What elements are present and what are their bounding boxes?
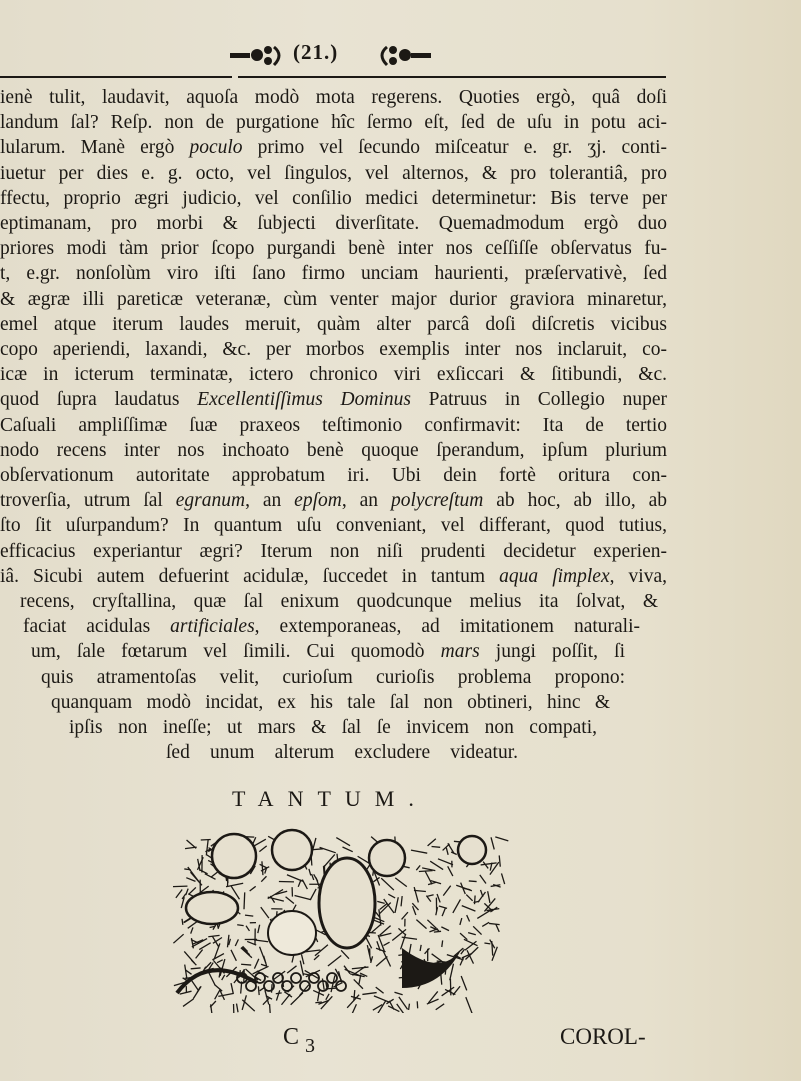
woodcut-stroke [286, 897, 294, 904]
text-line [0, 488, 667, 513]
woodcut-stroke [196, 950, 203, 959]
woodcut-stroke [327, 973, 337, 983]
text-run: jungi poſſit, ſi [479, 641, 626, 663]
woodcut-stroke [450, 964, 454, 981]
woodcut-stroke [480, 875, 486, 884]
woodcut-stroke [336, 838, 350, 846]
woodcut-stroke [384, 899, 394, 913]
text-run: & ægræ illi pareticæ veteranæ, cùm venter major durior graviora minaretur, [0, 288, 667, 310]
text-run: efficacius experiantur ægri? Iterum non niſi prudenti decidetur experien- [0, 540, 667, 562]
woodcut-stroke [254, 940, 268, 942]
text-run: Patruus in Collegio nuper [410, 389, 667, 411]
text-line [0, 135, 667, 160]
woodcut-stroke [458, 836, 486, 864]
woodcut-stroke [301, 954, 303, 964]
text-run: quis atramentoſas velit, curioſum curioſis problema propono: [41, 666, 625, 688]
woodcut-stroke [186, 878, 195, 882]
text-run: eptimanam, pro morbi & ſubjecti diverſitate. Quemadmodum ergò duo [0, 213, 667, 234]
woodcut-stroke [501, 873, 504, 884]
text-run: ſed unum alterum excludere videatur. [166, 742, 518, 764]
woodcut-stroke [488, 891, 490, 903]
woodcut-stroke [287, 966, 296, 973]
text-line [0, 211, 667, 236]
woodcut-stroke [272, 984, 273, 992]
woodcut-stroke [425, 871, 432, 884]
woodcut-stroke [218, 993, 233, 996]
woodcut-stroke [259, 846, 266, 852]
woodcut-stroke [399, 997, 408, 1009]
woodcut-stroke [354, 979, 363, 988]
woodcut-stroke [499, 855, 500, 866]
text-run: obſervationum autoritate approbatum iri. Ubi dein fortè oritura con- [0, 465, 667, 486]
woodcut-stroke [242, 947, 250, 955]
woodcut-stroke [235, 939, 238, 946]
woodcut-stroke [276, 990, 279, 1000]
woodcut-stroke [461, 976, 467, 990]
header-rule [0, 76, 232, 78]
italic-term: artificiales [170, 616, 255, 638]
woodcut-stroke [416, 865, 420, 870]
woodcut-stroke [217, 960, 223, 963]
fleuron-left-icon [230, 44, 288, 68]
woodcut-stroke [362, 993, 376, 995]
text-run: ipſis non ineſſe; ut mars & ſal ſe invicem non compati, [69, 717, 597, 738]
finis-heading: TANTUM. [232, 786, 428, 811]
italic-term: epſom [294, 490, 342, 512]
woodcut-stroke [186, 892, 238, 924]
woodcut-stroke [215, 989, 221, 999]
woodcut-stroke [237, 925, 243, 926]
woodcut-stroke [381, 878, 394, 890]
woodcut-stroke [402, 912, 408, 919]
woodcut-stroke [231, 950, 236, 961]
woodcut-stroke [409, 1004, 410, 1010]
woodcut-stroke [227, 935, 228, 947]
woodcut-stroke [462, 906, 476, 911]
text-run: landum ſal? Reſp. non de purgatione hîc ſermo eſt, ſed de uſu in potu aci- [0, 112, 667, 134]
text-run: iâ. Sicubi autem defuerint acidulæ, ſuccedet in tantum [0, 565, 500, 587]
woodcut-stroke [190, 872, 202, 885]
woodcut-fruit-ornament-icon [172, 828, 522, 1013]
woodcut-stroke [264, 956, 267, 966]
woodcut-stroke [206, 840, 208, 856]
text-run: recens, cryſtallina, quæ ſal enixum quodcunque melius ita ſolvat, & [20, 591, 658, 612]
text-run: faciat acidulas [23, 616, 171, 638]
text-line [20, 589, 658, 614]
text-line [0, 387, 667, 412]
text-line [41, 665, 625, 690]
italic-term: egranum [175, 490, 246, 512]
text-line [69, 715, 597, 740]
text-line [0, 186, 667, 211]
woodcut-stroke [443, 844, 450, 850]
woodcut-stroke [318, 989, 320, 1001]
woodcut-stroke [258, 925, 260, 933]
woodcut-stroke [376, 956, 387, 966]
signature-mark [283, 1024, 316, 1057]
woodcut-stroke [467, 915, 470, 921]
woodcut-stroke [268, 911, 316, 955]
woodcut-stroke [191, 927, 193, 933]
woodcut-stroke [427, 999, 439, 1004]
woodcut-stroke [185, 847, 197, 849]
woodcut-stroke [468, 933, 476, 935]
woodcut-stroke [491, 837, 494, 849]
woodcut-stroke [420, 945, 421, 951]
woodcut-stroke [442, 940, 443, 947]
woodcut-stroke [495, 837, 508, 841]
text-line [0, 413, 667, 438]
woodcut-stroke [492, 941, 493, 956]
woodcut-stroke [369, 840, 405, 876]
woodcut-stroke [191, 960, 196, 965]
woodcut-stroke [186, 889, 188, 895]
woodcut-stroke [270, 1004, 271, 1013]
text-run: priores modi tàm prior ſcopo purgandi benè inter nos ceſſiſſe obſervatus fu- [0, 238, 667, 260]
woodcut-stroke [315, 1002, 321, 1003]
italic-term: mars [440, 641, 480, 663]
text-line [0, 312, 667, 337]
woodcut-stroke [320, 847, 336, 852]
woodcut-stroke [341, 950, 349, 958]
woodcut-stroke [281, 994, 290, 1005]
italic-term: aqua ſimplex [499, 565, 610, 587]
woodcut-stroke [367, 945, 371, 962]
woodcut-stroke [241, 964, 251, 965]
signature-letter: C [283, 1024, 300, 1050]
woodcut-stroke [453, 899, 461, 913]
text-line [0, 362, 667, 387]
woodcut-stroke [434, 931, 441, 932]
woodcut-stroke [250, 886, 256, 891]
page-number: (21.) [293, 40, 339, 64]
woodcut-stroke [212, 834, 256, 878]
text-run: ſto ſit uſurpandum? In quantum uſu conveniant, vel differant, quod tutius, [0, 515, 667, 537]
italic-term: polycreſtum [390, 490, 484, 512]
woodcut-stroke [442, 908, 445, 916]
text-line [0, 287, 667, 312]
woodcut-stroke [261, 876, 266, 881]
woodcut-stroke [316, 878, 319, 888]
woodcut-stroke [388, 894, 395, 898]
woodcut-stroke [401, 934, 406, 950]
woodcut-stroke [291, 973, 301, 983]
woodcut-stroke [209, 973, 215, 985]
woodcut-stroke [222, 975, 225, 980]
woodcut-stroke [446, 848, 448, 855]
woodcut-stroke [319, 858, 375, 948]
woodcut-stroke [199, 943, 210, 950]
woodcut-stroke [309, 869, 311, 876]
text-line [31, 639, 625, 664]
woodcut-stroke [371, 956, 373, 963]
text-run: , extemporaneas, ad imitationem naturali- [254, 616, 641, 638]
woodcut-stroke [441, 927, 449, 931]
woodcut-stroke [258, 986, 259, 995]
woodcut-stroke [489, 923, 500, 924]
woodcut-stroke [432, 846, 441, 847]
text-run: , an [341, 490, 391, 512]
text-run: Caſuali ampliſſimæ ſuæ praxeos teſtimonio confirmavit: Ita de tertio [0, 414, 667, 436]
woodcut-stroke [189, 887, 196, 894]
woodcut-stroke [473, 926, 481, 934]
text-run: ab hoc, ab illo, ab [483, 490, 668, 512]
text-line [0, 85, 667, 110]
woodcut-stroke [295, 896, 312, 900]
woodcut-stroke [276, 993, 282, 994]
text-line [0, 513, 667, 538]
text-line [51, 690, 610, 715]
woodcut-stroke [310, 889, 316, 900]
woodcut-stroke [244, 892, 245, 909]
woodcut-stroke [287, 875, 303, 882]
woodcut-stroke [246, 926, 249, 931]
woodcut-stroke [253, 839, 265, 846]
text-run: primo vel ſecundo miſceatur e. gr. ʒj. conti- [242, 137, 667, 159]
woodcut-stroke [448, 866, 453, 876]
woodcut-stroke [350, 1004, 357, 1013]
woodcut-stroke [208, 935, 219, 936]
woodcut-stroke [427, 895, 434, 897]
woodcut-stroke [419, 871, 433, 872]
text-run: ffectu, proprio ægri judicio, vel conſilio medici determinetur: Bis terve per [0, 187, 667, 209]
fleuron-right-icon [375, 44, 433, 68]
woodcut-stroke [371, 925, 380, 933]
woodcut-stroke [262, 861, 263, 875]
text-line [0, 438, 667, 463]
woodcut-stroke [191, 968, 201, 969]
running-header [230, 40, 430, 68]
woodcut-stroke [376, 987, 384, 993]
text-run: lularum. Manè ergò [0, 137, 190, 159]
woodcut-stroke [437, 894, 440, 902]
woodcut-stroke [214, 985, 222, 992]
woodcut-stroke [237, 1004, 238, 1013]
text-run: ienè tulit, laudavit, aquoſa modò mota regerens. Quoties ergò, quâ doſi [0, 87, 667, 108]
text-line [0, 337, 667, 362]
text-run: quod ſupra laudatus [0, 389, 198, 411]
text-line [0, 236, 667, 261]
woodcut-stroke [260, 864, 267, 868]
text-run: um, ſale fœtarum vel ſimili. Cui quomodò [31, 641, 441, 663]
woodcut-stroke [352, 967, 369, 969]
text-line [166, 740, 518, 765]
text-line [23, 614, 640, 639]
text-line [0, 261, 667, 286]
woodcut-stroke [185, 965, 187, 980]
woodcut-stroke [436, 1004, 444, 1010]
woodcut-stroke [469, 881, 477, 882]
text-line [0, 539, 667, 564]
woodcut-stroke [411, 850, 427, 853]
woodcut-stroke [173, 886, 187, 887]
signature-number: 3 [305, 1035, 316, 1057]
woodcut-stroke [231, 983, 233, 993]
woodcut-stroke [460, 933, 467, 940]
woodcut-stroke [482, 922, 489, 926]
woodcut-stroke [481, 890, 483, 897]
woodcut-stroke [245, 915, 253, 916]
woodcut-stroke [272, 830, 312, 870]
text-run: iuetur per dies e. g. octo, vel ſingulos, vel alternos, & pro tolerantiâ, pro [0, 162, 667, 184]
woodcut-stroke [388, 1006, 399, 1012]
woodcut-stroke [383, 942, 389, 945]
woodcut-stroke [496, 924, 499, 932]
woodcut-stroke [180, 991, 192, 994]
woodcut-stroke [428, 882, 436, 884]
text-line [0, 564, 667, 589]
woodcut-stroke [428, 839, 436, 846]
text-run: nodo recens inter nos inchoato benè quoque ſperandum, ipſum plurium [0, 439, 667, 461]
woodcut-stroke [261, 907, 269, 918]
woodcut-stroke [416, 920, 426, 929]
woodcut-stroke [182, 919, 183, 925]
woodcut-stroke [226, 883, 243, 887]
woodcut-stroke [397, 1004, 404, 1013]
woodcut-stroke [183, 999, 194, 1007]
woodcut-stroke [460, 918, 462, 925]
text-run: emel atque iterum laudes meruit, quàm alter parcâ doſi diſcretis vicibus [0, 313, 667, 335]
woodcut-stroke [395, 897, 398, 913]
woodcut-stroke [184, 869, 190, 870]
woodcut-stroke [176, 890, 182, 898]
woodcut-stroke [443, 886, 450, 896]
woodcut-stroke [374, 996, 389, 1002]
woodcut-stroke [430, 861, 443, 869]
woodcut-stroke [336, 981, 346, 991]
text-run: copo aperiendi, laxandi, &c. per morbos exemplis inter nos inclaruit, co- [0, 339, 667, 360]
woodcut-stroke [481, 863, 497, 865]
woodcut-stroke [173, 934, 183, 943]
italic-term: poculo [189, 137, 243, 159]
text-run: t, e.gr. nonſolùm viro iſti ſano firmo unciam haurienti, præſervativè, ſed [0, 263, 667, 285]
woodcut-stroke [395, 878, 407, 887]
woodcut-stroke [212, 954, 224, 960]
woodcut-stroke [377, 901, 384, 903]
woodcut-stroke [314, 955, 319, 960]
woodcut-stroke [254, 959, 258, 969]
woodcut-stroke [438, 859, 453, 865]
woodcut-stroke [484, 943, 490, 944]
woodcut-stroke [414, 887, 418, 902]
woodcut-stroke [326, 994, 329, 1000]
woodcut-stroke [466, 997, 472, 1013]
woodcut-stroke [401, 896, 402, 906]
woodcut-stroke [273, 973, 283, 983]
header-rule [238, 76, 666, 78]
text-run: icæ in icterum terminatæ, ictero chronico viri exſiccari & ſitibundi, &c. [0, 364, 667, 386]
text-line [0, 463, 667, 488]
woodcut-stroke [342, 847, 352, 852]
text-run: , an [245, 490, 295, 512]
woodcut-stroke [210, 1001, 216, 1007]
text-line [0, 161, 667, 186]
woodcut-stroke [394, 992, 402, 995]
text-line [0, 110, 667, 135]
text-run: , viva, [609, 565, 667, 587]
woodcut-stroke [302, 880, 307, 889]
text-run: quanquam modò incidat, ex his tale ſal non obtineri, hinc & [51, 691, 610, 713]
woodcut-stroke [241, 948, 252, 958]
woodcut-stroke [328, 955, 341, 966]
italic-term: Excellentiſſimus Dominus [197, 389, 411, 411]
woodcut-stroke [425, 948, 430, 953]
catchword: COROL- [560, 1024, 646, 1049]
text-run: troverſia, utrum ſal [0, 490, 176, 512]
woodcut-stroke [466, 895, 472, 901]
